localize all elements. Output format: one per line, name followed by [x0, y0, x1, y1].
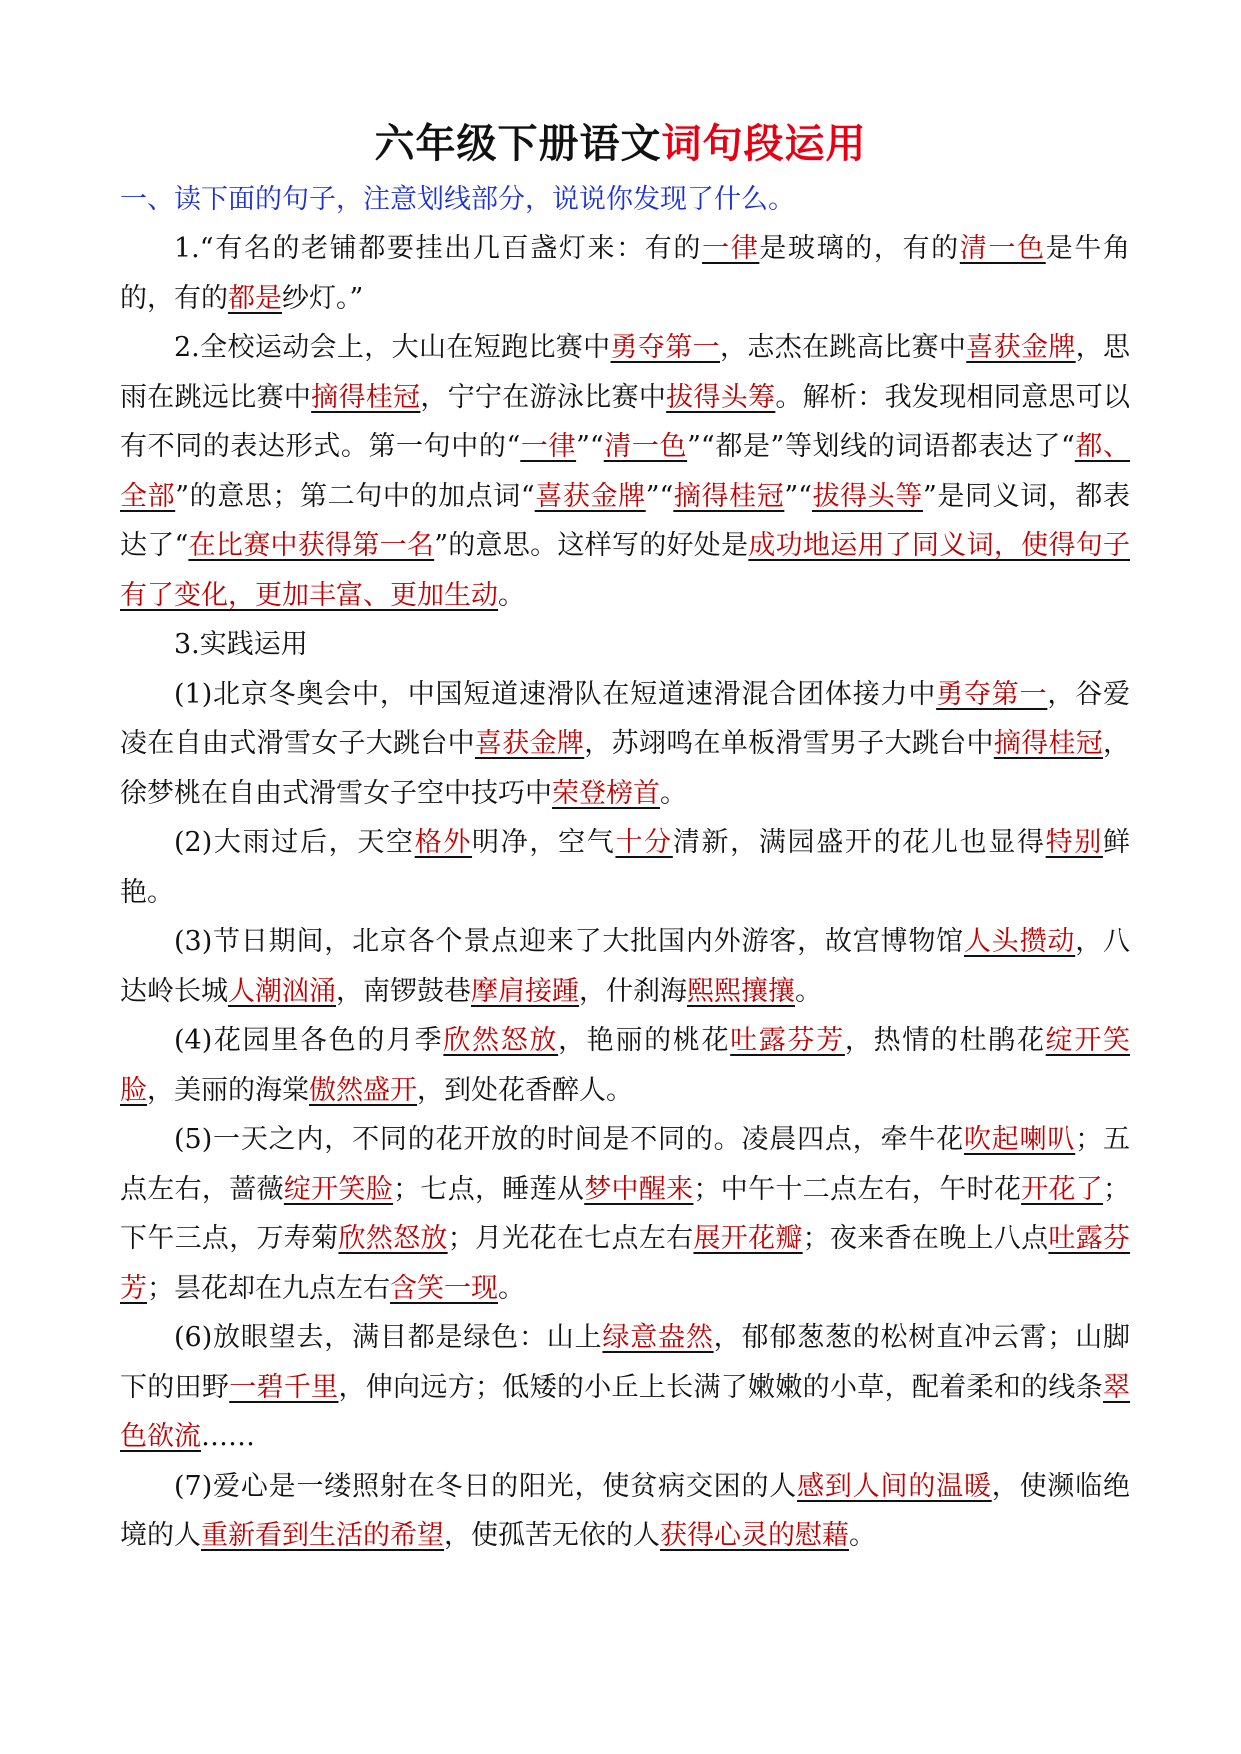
text-segment: ，徐梦桃在自由式滑雪女子空中技巧中	[120, 728, 1131, 809]
underlined-answer: 绽开笑脸	[283, 1173, 394, 1205]
underlined-answer: 勇夺第一	[936, 678, 1048, 710]
underlined-answer: 欣然怒放	[338, 1223, 448, 1254]
underlined-answer: 拔得头等	[811, 480, 923, 512]
text-segment: 明净，空气	[472, 827, 616, 858]
underlined-answer: 获得心灵的慰藉	[660, 1520, 849, 1551]
text-segment: ，艳丽的桃花	[558, 1025, 731, 1056]
text-segment: 纱灯。”	[282, 282, 364, 314]
paragraph-4	[120, 670, 1130, 819]
underlined-answer: 吹起喇叭	[963, 1124, 1076, 1155]
text-segment: ，什刹海	[579, 975, 687, 1007]
text-segment: ，志杰在跳高比赛中	[719, 332, 967, 363]
text-segment: ，使濒临绝境的人	[120, 1470, 1131, 1551]
underlined-answer: 在比赛中获得第一名	[188, 530, 435, 561]
underlined-answer: 都是	[228, 282, 282, 314]
underlined-answer: 喜获金牌	[474, 728, 585, 759]
text-segment: (3)节日期间，北京各个景点迎来了大批国内外游客，故宫博物馆	[174, 926, 964, 957]
paragraph-1	[120, 224, 1130, 323]
text-segment: ”的意思。这样写的好处是	[434, 530, 749, 561]
text-segment: ，热情的杜鹃花	[844, 1025, 1046, 1056]
underlined-answer: 重新看到生活的希望	[201, 1520, 444, 1551]
underlined-answer: 吐露芬芳	[730, 1025, 845, 1056]
text-segment: ”“都是”等划线的词语都表达了“	[687, 431, 1075, 462]
underlined-answer: 梦中醒来	[584, 1173, 694, 1205]
underlined-answer: 成功地运用了同义词，使得句子有了变化，更加丰富、更加生动	[120, 530, 1131, 611]
paragraph-2	[120, 323, 1130, 620]
underlined-answer: 喜获金牌	[534, 480, 646, 512]
section-heading: 一、读下面的句子，注意划线部分，说说你发现了什么。	[120, 184, 795, 215]
text-segment: 。	[498, 1272, 525, 1304]
text-segment: ，宁宁在游泳比赛中	[420, 381, 667, 413]
underlined-answer: 绽开笑脸	[120, 1025, 1131, 1106]
text-segment: 是牛角的，有的	[120, 233, 1131, 314]
underlined-answer: 摘得桂冠	[673, 480, 785, 512]
text-segment: ；五点左右，蔷薇	[120, 1124, 1131, 1205]
underlined-answer: 格外	[414, 827, 473, 858]
text-segment: 。	[660, 777, 687, 809]
text-segment: ……	[201, 1421, 255, 1452]
text-segment: ，思雨在跳远比赛中	[120, 332, 1131, 413]
text-segment: 3.实践运用	[174, 629, 308, 660]
underlined-answer: 特别	[1045, 827, 1104, 858]
page-title	[0, 118, 1241, 170]
underlined-answer: 清一色	[603, 431, 688, 462]
underlined-answer: 摩肩接踵	[471, 975, 579, 1007]
title-red: 词句段运用	[661, 120, 867, 167]
underlined-answer: 开花了	[1021, 1173, 1104, 1205]
underlined-answer: 一碧千里	[229, 1371, 339, 1403]
text-segment: 。	[498, 579, 525, 611]
text-segment: ”“	[576, 431, 604, 462]
underlined-answer: 展开花瓣	[693, 1223, 803, 1254]
underlined-answer: 一律	[520, 431, 577, 462]
underlined-answer: 感到人间的温暖	[797, 1470, 992, 1502]
text-segment: 2.全校运动会上，大山在短跑比赛中	[174, 332, 611, 363]
underlined-answer: 摘得桂冠	[311, 381, 421, 413]
text-segment: ，美丽的海棠	[147, 1074, 309, 1106]
text-segment: ”“	[784, 480, 812, 512]
text-segment: ，使孤苦无依的人	[444, 1520, 660, 1551]
text-segment: ，八达岭长城	[120, 926, 1131, 1007]
title-black: 六年级下册语文	[374, 120, 662, 167]
text-segment: ；下午三点，万寿菊	[120, 1173, 1131, 1254]
text-segment: (2)大雨过后，天空	[174, 827, 415, 858]
paragraph-8	[120, 1115, 1130, 1313]
paragraph-10	[120, 1462, 1130, 1561]
underlined-answer: 一律	[702, 233, 760, 264]
paragraph-9	[120, 1313, 1130, 1462]
paragraph-3	[120, 620, 1130, 670]
underlined-answer: 喜获金牌	[966, 332, 1076, 363]
underlined-answer: 清一色	[959, 233, 1046, 264]
text-segment: (1)北京冬奥会中，中国短道速滑队在短道速滑混合团体接力中	[174, 678, 937, 710]
text-segment: (7)爱心是一缕照射在冬日的阳光，使贫病交困的人	[174, 1470, 798, 1502]
text-segment: 清新，满园盛开的花儿也显得	[672, 827, 1046, 858]
text-segment: (4)花园里各色的月季	[174, 1025, 444, 1056]
underlined-answer: 人头攒动	[963, 926, 1076, 957]
text-segment: ；七点，睡莲从	[393, 1173, 585, 1205]
text-segment: ，南锣鼓巷	[336, 975, 471, 1007]
text-segment: ，到处花香醉人。	[417, 1074, 633, 1106]
text-segment: 。	[795, 975, 822, 1007]
text-segment: (6)放眼望去，满目都是绿色：山上	[174, 1322, 603, 1353]
text-segment: ”是同义词，都表达了“	[120, 480, 1131, 561]
underlined-answer: 荣登榜首	[552, 777, 660, 809]
text-segment: 鲜艳。	[120, 827, 1131, 908]
text-segment: 。解析：我发现相同意思可以有不同的表达形式。第一句中的“	[120, 381, 1131, 462]
underlined-answer: 拔得头筹	[666, 381, 776, 413]
text-segment: ，苏翊鸣在单板滑雪男子大跳台中	[584, 728, 994, 759]
text-segment: ；夜来香在晚上八点	[802, 1223, 1049, 1254]
text-segment: 。	[849, 1520, 876, 1551]
underlined-answer: 十分	[615, 827, 673, 858]
text-segment: ”“	[645, 480, 674, 512]
underlined-answer: 熙熙攘攘	[687, 975, 795, 1007]
text-segment: ，郁郁葱葱的松树直冲云霄；山脚下的田野	[120, 1322, 1131, 1403]
text-segment: 是玻璃的，有的	[759, 233, 960, 264]
underlined-answer: 绿意盎然	[602, 1322, 714, 1353]
underlined-answer: 含笑一现	[390, 1272, 498, 1304]
paragraph-6	[120, 917, 1130, 1016]
text-segment: ，伸向远方；低矮的小丘上长满了嫩嫩的小草，配着柔和的线条	[338, 1371, 1104, 1403]
text-segment: ；昙花却在九点左右	[147, 1272, 390, 1304]
underlined-answer: 傲然盛开	[309, 1074, 417, 1106]
text-segment: ；中午十二点左右，午时花	[693, 1173, 1022, 1205]
paragraph-5	[120, 818, 1130, 917]
text-segment: (5)一天之内，不同的花开放的时间是不同的。凌晨四点，牵牛花	[174, 1124, 964, 1155]
underlined-answer: 欣然怒放	[443, 1025, 559, 1056]
underlined-answer: 人潮汹涌	[228, 975, 336, 1007]
underlined-answer: 翠色欲流	[120, 1371, 1131, 1452]
text-segment: ，谷爱凌在自由式滑雪女子大跳台中	[120, 678, 1131, 759]
document-body	[120, 224, 1130, 1561]
text-segment: ；月光花在七点左右	[447, 1223, 694, 1254]
underlined-answer: 都、全部	[120, 431, 1131, 512]
underlined-answer: 吐露芬芳	[120, 1223, 1131, 1304]
underlined-answer: 勇夺第一	[610, 332, 720, 363]
text-segment: ”的意思；第二句中的加点词“	[175, 480, 535, 512]
underlined-answer: 摘得桂冠	[993, 728, 1104, 759]
paragraph-7	[120, 1016, 1130, 1115]
text-segment: 1.“有名的老铺都要挂出几百盏灯来：有的	[174, 233, 703, 264]
